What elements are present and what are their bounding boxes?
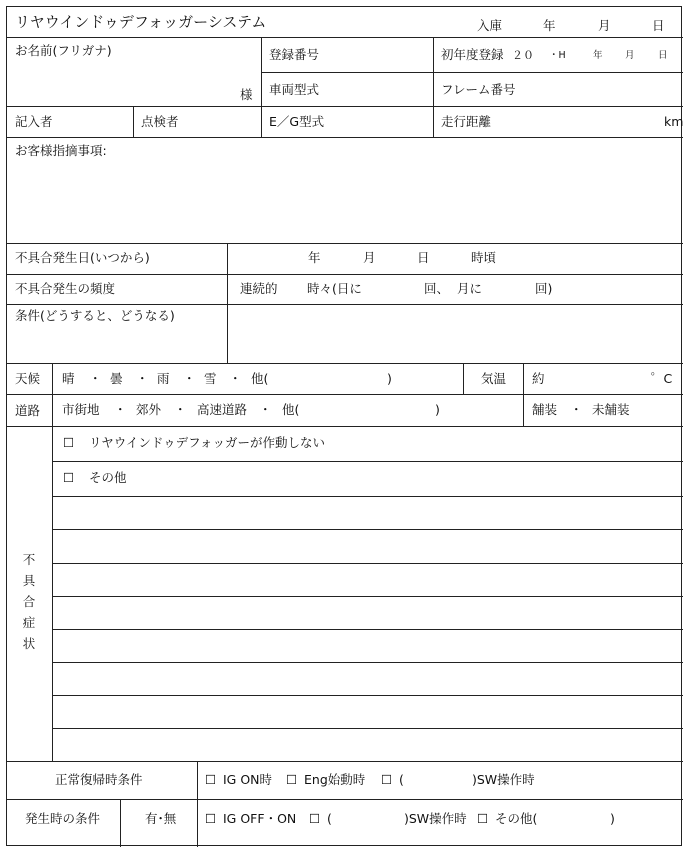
first-registration-label: 初年度登録 bbox=[441, 47, 504, 62]
recovery-eng-start: Eng始動時 bbox=[304, 772, 366, 787]
rule bbox=[7, 37, 683, 38]
separator-dot: ・ bbox=[183, 371, 196, 386]
frequency-per-month: 月に bbox=[457, 281, 483, 296]
rule bbox=[52, 695, 683, 696]
separator-dot: ・ bbox=[174, 402, 187, 417]
rule bbox=[52, 596, 683, 597]
customer-comment-area[interactable] bbox=[9, 159, 681, 241]
rule bbox=[7, 363, 683, 364]
inspector-label: 点検者 bbox=[141, 114, 179, 129]
rule bbox=[52, 728, 683, 729]
customer-name-label: お名前(フリガナ) bbox=[15, 43, 112, 58]
checkbox-ig-on[interactable]: ☐ bbox=[205, 772, 217, 787]
rule bbox=[7, 304, 683, 305]
rule bbox=[523, 363, 524, 426]
recovery-ig-on: IG ON時 bbox=[223, 772, 273, 787]
road-option-other[interactable]: 他( bbox=[282, 402, 300, 417]
separator-dot: ・ bbox=[570, 402, 583, 417]
symptom-vertical-label bbox=[21, 549, 37, 654]
road-option-suburb[interactable]: 郊外 bbox=[136, 402, 162, 417]
symptom-label-char: 具 bbox=[22, 573, 36, 588]
rule bbox=[7, 243, 683, 244]
road-option-city[interactable]: 市街地 bbox=[62, 402, 100, 417]
road-paved[interactable]: 舗装 bbox=[532, 402, 558, 417]
separator-dot: ・ bbox=[136, 371, 149, 386]
checkbox-occurrence-sw[interactable]: ☐ bbox=[309, 811, 321, 826]
frequency-times-per-day: 回、 bbox=[424, 281, 450, 296]
defogger-diagnosis-form bbox=[6, 6, 682, 846]
occurrence-month: 月 bbox=[363, 250, 376, 265]
rule bbox=[7, 761, 683, 762]
occurrence-other-close: ) bbox=[610, 811, 615, 826]
weather-option-sunny[interactable]: 晴 bbox=[62, 371, 75, 386]
checkbox-recovery-sw[interactable]: ☐ bbox=[381, 772, 393, 787]
rule bbox=[7, 274, 683, 275]
occurrence-sw-open: ( bbox=[327, 811, 332, 826]
occurrence-year: 年 bbox=[308, 250, 321, 265]
road-other-close: ) bbox=[435, 402, 440, 417]
condition-area[interactable] bbox=[229, 306, 681, 361]
rule bbox=[7, 137, 683, 138]
rule bbox=[7, 799, 683, 800]
recorder-label: 記入者 bbox=[15, 114, 53, 129]
weather-option-other[interactable]: 他( bbox=[251, 371, 269, 386]
first-registration-year: 年 bbox=[593, 50, 603, 61]
first-registration-era: ・H bbox=[549, 50, 566, 61]
rule bbox=[7, 394, 683, 395]
rule bbox=[463, 363, 464, 394]
symptom-defogger-inoperative: リヤウインドゥデフォッガーが作動しない bbox=[89, 435, 325, 450]
rule bbox=[52, 629, 683, 630]
rule bbox=[7, 426, 683, 427]
frame-number-label: フレーム番号 bbox=[441, 82, 516, 97]
rule bbox=[227, 243, 228, 363]
occurrence-time: 時頃 bbox=[471, 250, 497, 265]
weather-option-snow[interactable]: 雪 bbox=[204, 371, 217, 386]
rule bbox=[120, 799, 121, 847]
recovery-sw-operation: )SW操作時 bbox=[472, 772, 535, 787]
temperature-label: 気温 bbox=[481, 371, 507, 386]
frequency-continuous[interactable]: 連続的 bbox=[240, 281, 278, 296]
separator-dot: ・ bbox=[89, 371, 102, 386]
first-registration-year-prefix: ２０ bbox=[512, 49, 534, 62]
road-unpaved[interactable]: 未舗装 bbox=[592, 402, 630, 417]
checkbox-defogger-inoperative[interactable]: ☐ bbox=[63, 435, 75, 450]
recovery-sw-open: ( bbox=[399, 772, 404, 787]
checkbox-occurrence-other[interactable]: ☐ bbox=[477, 811, 489, 826]
checkbox-ig-off-on[interactable]: ☐ bbox=[205, 811, 217, 826]
customer-comment-label: お客様指摘事項: bbox=[15, 143, 107, 158]
weather-other-close: ) bbox=[387, 371, 392, 386]
symptom-label-char: 合 bbox=[22, 594, 36, 609]
recovery-condition-label: 正常復帰時条件 bbox=[55, 772, 143, 787]
rule bbox=[52, 461, 683, 462]
month-label: 月 bbox=[598, 18, 611, 33]
checkbox-eng-start[interactable]: ☐ bbox=[286, 772, 298, 787]
rule bbox=[52, 496, 683, 497]
separator-dot: ・ bbox=[114, 402, 127, 417]
rule bbox=[52, 529, 683, 530]
separator-dot: ・ bbox=[229, 371, 242, 386]
temperature-unit: ゜C bbox=[651, 371, 673, 386]
symptom-label-char: 状 bbox=[22, 636, 36, 651]
rule bbox=[52, 563, 683, 564]
sama-label: 様 bbox=[240, 87, 253, 102]
year-label: 年 bbox=[543, 18, 556, 33]
first-registration-month: 月 bbox=[625, 50, 635, 61]
form-title: リヤウインドゥデフォッガーシステム bbox=[15, 13, 267, 31]
rule bbox=[261, 37, 262, 137]
occurrence-sw-operation: )SW操作時 bbox=[404, 811, 467, 826]
occurrence-date-label: 不具合発生日(いつから) bbox=[15, 250, 150, 265]
rule bbox=[7, 106, 683, 107]
symptom-other: その他 bbox=[89, 470, 127, 485]
checkbox-symptom-other[interactable]: ☐ bbox=[63, 470, 75, 485]
occurrence-ig-off-on: IG OFF・ON bbox=[223, 811, 297, 826]
frequency-times-per-month: 回) bbox=[535, 281, 553, 296]
occurrence-condition-label: 発生時の条件 bbox=[25, 811, 101, 826]
occurrence-day: 日 bbox=[417, 250, 430, 265]
rule bbox=[52, 363, 53, 761]
rule bbox=[433, 37, 434, 137]
registration-number-label: 登録番号 bbox=[269, 47, 320, 62]
temperature-prefix: 約 bbox=[532, 371, 545, 386]
condition-label: 条件(どうすると、どうなる) bbox=[15, 308, 175, 323]
weather-label: 天候 bbox=[15, 371, 41, 386]
symptom-label-char: 不 bbox=[22, 552, 36, 567]
rule bbox=[52, 662, 683, 663]
weather-option-rain[interactable]: 雨 bbox=[157, 371, 170, 386]
rule bbox=[133, 106, 134, 137]
first-registration-day: 日 bbox=[658, 50, 668, 61]
symptom-label-char: 症 bbox=[22, 615, 36, 630]
road-label: 道路 bbox=[15, 403, 41, 418]
rule bbox=[197, 761, 198, 847]
km-unit: km bbox=[664, 114, 684, 129]
road-option-highway[interactable]: 高速道路 bbox=[197, 402, 248, 417]
nyuko-label: 入庫 bbox=[477, 18, 503, 33]
separator-dot: ・ bbox=[259, 402, 272, 417]
mileage-label: 走行距離 bbox=[441, 114, 492, 129]
day-label: 日 bbox=[652, 18, 665, 33]
frequency-label: 不具合発生の頻度 bbox=[15, 281, 116, 296]
occurrence-presence[interactable]: 有･無 bbox=[145, 811, 177, 826]
engine-model-label: E／G型式 bbox=[269, 114, 325, 129]
frequency-sometimes[interactable]: 時々(日に bbox=[307, 281, 362, 296]
occurrence-other: その他( bbox=[495, 811, 538, 826]
rule bbox=[261, 72, 683, 73]
vehicle-model-label: 車両型式 bbox=[269, 82, 320, 97]
weather-option-cloudy[interactable]: 曇 bbox=[110, 371, 123, 386]
